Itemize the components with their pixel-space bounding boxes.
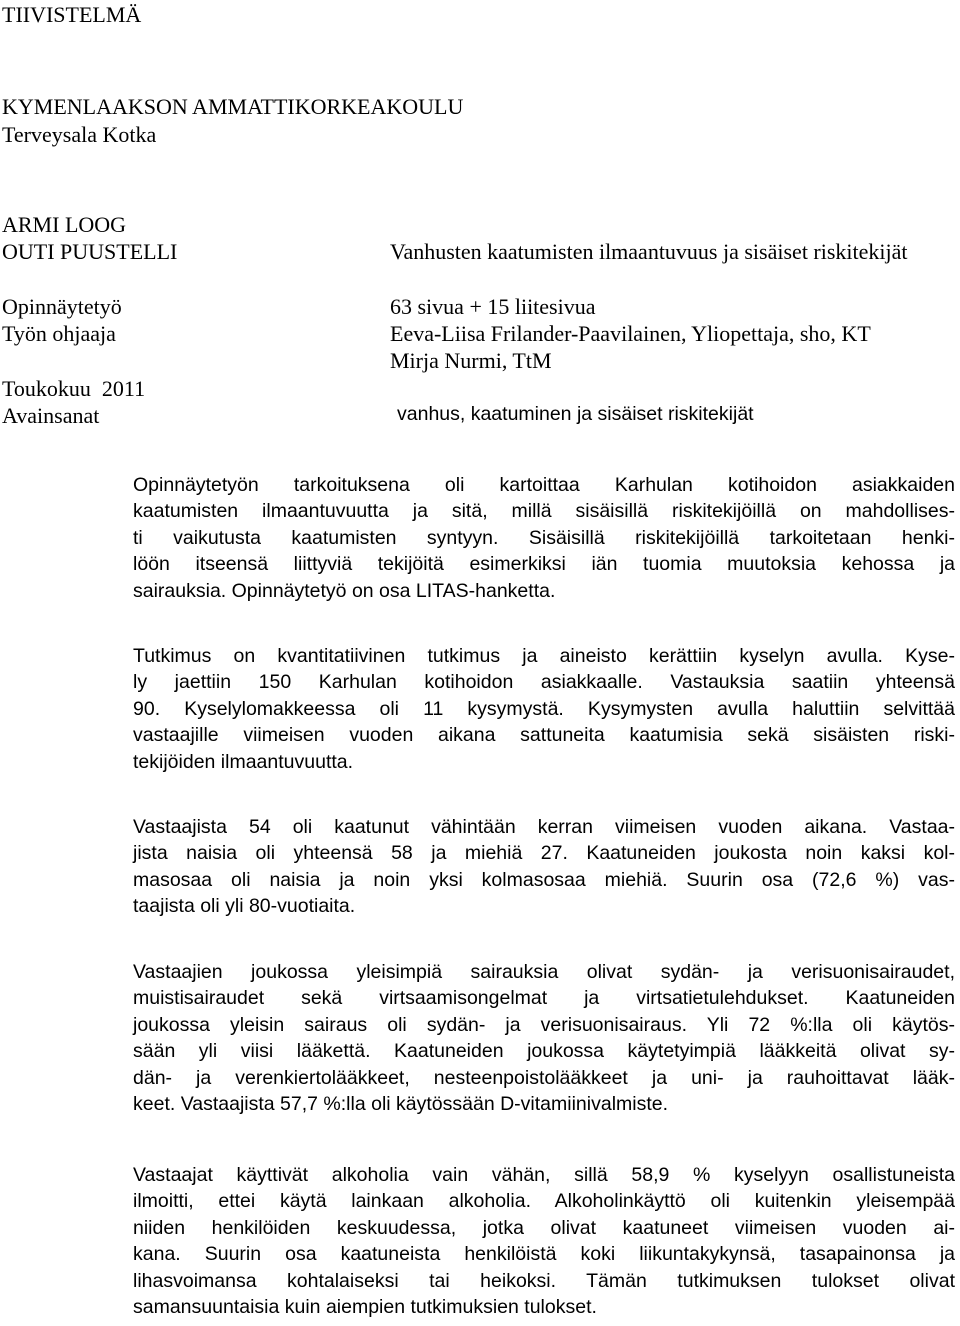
paragraph-line: sairauksia. Opinnäytetyö on osa LITAS-hanketta. xyxy=(133,579,556,602)
document-heading: TIIVISTELMÄ xyxy=(2,2,142,27)
keywords-label: Avainsanat xyxy=(2,403,100,428)
paragraph-line: dän- ja verenkiertolääkkeet, nesteenpoistolääkkeet ja uni- ja rauhoittavat lääk- xyxy=(133,1066,955,1089)
department-name: Terveysala Kotka xyxy=(2,122,157,147)
abstract-paragraph xyxy=(133,1162,955,1320)
paragraph-line: ly jaettiin 150 Karhulan kotihoidon asiakkaalle. Vastauksia saatiin yhteensä xyxy=(133,671,955,694)
paragraph-line: joukossa yleisin sairaus oli sydän- ja verisuonisairaus. Yli 72 %:lla oli käytös- xyxy=(133,1013,955,1036)
abstract-paragraph xyxy=(133,472,955,604)
paragraph-line: masosaa oli naisia ja noin yksi kolmasosaa miehiä. Suurin osa (72,6 %) vas- xyxy=(133,868,955,891)
thesis-title: Vanhusten kaatumisten ilmaantuvuus ja sisäiset riskitekijät xyxy=(390,239,908,264)
page-count: 63 sivua + 15 liitesivua xyxy=(390,294,596,319)
paragraph-line: 90. Kyselylomakkeessa oli 11 kysymystä. Kysymysten avulla haluttiin selvittää xyxy=(133,697,955,720)
paragraph-line: ti vaikutusta kaatumisten syntyyn. Sisäisillä riskitekijöillä tarkoitetaan henki- xyxy=(133,526,955,549)
paragraph-line: sään yli viisi lääkettä. Kaatuneiden joukossa käytetyimpiä lääkkeitä olivat sy- xyxy=(133,1040,955,1063)
institution-name: KYMENLAAKSON AMMATTIKORKEAKOULU xyxy=(2,94,464,119)
paragraph-line: Vastaajista 54 oli kaatunut vähintään kerran viimeisen vuoden aikana. Vastaa- xyxy=(133,816,955,838)
author-name: OUTI PUUSTELLI xyxy=(2,239,178,264)
paragraph-line: keet. Vastaajista 57,7 %:lla oli käytössään D-vitamiinivalmiste. xyxy=(133,1092,669,1115)
paragraph-line: kana. Suurin osa kaatuneista henkilöistä koki liikuntakykynsä, tasapainonsa ja xyxy=(133,1243,955,1266)
paragraph-line: Opinnäytetyön tarkoituksena oli kartoittaa Karhulan kotihoidon asiakkaiden xyxy=(133,474,955,496)
paragraph-line: Vastaajat käyttivät alkoholia vain vähän, sillä 58,9 % kyselyyn osallistuneista xyxy=(133,1164,955,1186)
paragraph-line: tekijöiden ilmaantuvuutta. xyxy=(133,750,354,773)
paragraph-line: taajista oli yli 80-vuotiaita. xyxy=(133,895,356,918)
paragraph-line: samansuuntaisia kuin aiempien tutkimuksien tulokset. xyxy=(133,1295,597,1318)
paragraph-line: lihasvoimansa kohtalaiseksi tai heikoksi. Tämän tutkimuksen tulokset olivat xyxy=(133,1269,955,1292)
supervisor-label: Työn ohjaaja xyxy=(2,321,116,346)
paragraph-line: Tutkimus on kvantitatiivinen tutkimus ja aineisto kerättiin kyselyn avulla. Kyse- xyxy=(133,645,955,667)
paragraph-line: Vastaajien joukossa yleisimpiä sairauksia olivat sydän- ja verisuonisairaudet, xyxy=(133,961,955,983)
paragraph-line: muistisairaudet sekä virtsaamisongelmat ja virtsatietulehdukset. Kaatuneiden xyxy=(133,987,955,1010)
keywords-value: vanhus, kaatuminen ja sisäiset riskitekijät xyxy=(397,403,754,425)
abstract-paragraph xyxy=(133,814,955,920)
author-name: ARMI LOOG xyxy=(2,212,127,237)
abstract-paragraph xyxy=(133,643,955,775)
abstract-paragraph xyxy=(133,959,955,1117)
paragraph-line: ilmoitti, ettei käytä lainkaan alkoholia. Alkoholinkäyttö oli kuitenkin yleisempää xyxy=(133,1190,955,1213)
thesis-type-label: Opinnäytetyö xyxy=(2,294,122,319)
date-label: Toukokuu 2011 xyxy=(2,376,146,401)
paragraph-line: niiden henkilöiden keskuudessa, jotka olivat kaatuneet viimeisen vuoden ai- xyxy=(133,1216,955,1239)
paragraph-line: kaatumisten ilmaantuvuutta ja sitä, millä sisäisillä riskitekijöillä on mahdollises- xyxy=(133,500,955,523)
supervisor-name: Eeva-Liisa Frilander-Paavilainen, Yliopettaja, sho, KT xyxy=(390,321,871,346)
supervisor-name: Mirja Nurmi, TtM xyxy=(390,348,552,373)
paragraph-line: vastaajille viimeisen vuoden aikana sattuneita kaatumisia sekä sisäisten riski- xyxy=(133,724,955,747)
paragraph-line: löön itseensä liittyviä tekijöitä esimerkiksi iän tuomia muutoksia kehossa ja xyxy=(133,553,955,576)
paragraph-line: jista naisia oli yhteensä 58 ja miehiä 27. Kaatuneiden joukosta noin kaksi kol- xyxy=(133,842,955,865)
